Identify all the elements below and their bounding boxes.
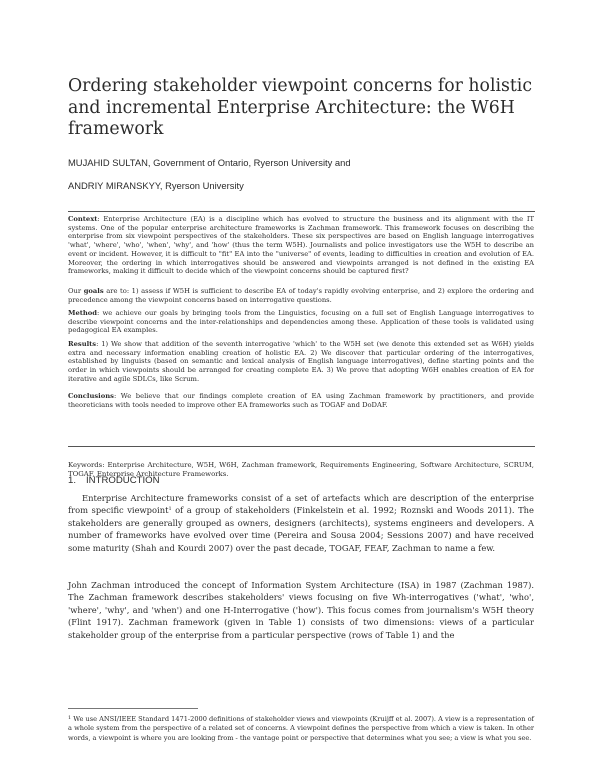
body-p1-after: of a group of stakeholders (Finkelstein et al. 1992; Roznski and Woods 2011). The stakeholders are generally grouped as owners, designers (architects), systems engineers and developers. A number of frameworks have evolved over time (Pereira and Sousa 2004; Sessions 2007) and have received some maturity (Shah and Kourdi 2007) over the past decade, TOGAF, FEAF, Zachman to name a few. — [68, 505, 534, 553]
abstract-method-label: Method — [68, 309, 98, 317]
abstract-method — [68, 309, 534, 335]
footnote-divider — [68, 708, 198, 709]
author-affiliation: , Ryerson University — [159, 180, 244, 191]
abstract-conclusions-label: Conclusions — [68, 392, 114, 400]
author-name: MUJAHID SULTAN — [68, 157, 148, 168]
author-affiliation: , Government of Ontario, Ryerson University and — [147, 157, 351, 168]
footnote-text: We use ANSI/IEEE Standard 1471-2000 definitions of stakeholder views and viewpoints (Kruijff et al. 2007). A view is a representation of a whole system from the perspective of a related set of concerns. A viewpoint defines the perspective from which a view is taken. In other words, a viewpoint is where you are looking from - the vantage point or perspective that determines what you see; a view is what you see. — [68, 715, 534, 742]
abstract-results-label: Results — [68, 340, 97, 348]
keywords: Keywords: Enterprise Architecture, W5H, W6H, Zachman framework, Requirements Engineering, Software Architecture, SCRUM, TOGAF, Enterprise Architecture Frameworks. — [68, 461, 534, 479]
abstract-context-text: : Enterprise Architecture (EA) is a discipline which has evolved to structure the business and its alignment with the IT systems. One of the popular enterprise architecture frameworks is Zachman framework. This framework focuses on describing the enterprise from six viewpoint perspectives of the stakeholders. These six perspectives are based on English language interrogatives 'what', 'where', 'who', 'when', 'why', and 'how' (thus the term W5H). Journalists and police investigators use the W5H to describe an event or incident. However, it is difficult to "fit" EA into the "universe" of events, leading to difficulties in creation and evolution of EA. Moreover, the ordering in which interrogatives should be answered and viewpoints arranged is not defined in the existing EA frameworks, making it difficult to decide which of the viewpoint concerns should be captured first? — [68, 215, 534, 276]
author-line-2 — [68, 180, 244, 191]
abstract-conclusions-text: : We believe that our findings complete creation of EA using Zachman framework by practitioners, and provide theoreticians with tools needed to improve other EA frameworks such as TOGAF and DoDAF. — [68, 392, 534, 409]
abstract-context — [68, 215, 534, 276]
footnote-ref: 1 — [168, 506, 172, 513]
abstract-context-label: Context — [68, 215, 98, 223]
abstract-results-text: : 1) We show that addition of the seventh interrogative 'which' to the W5H set (we denote this extended set as W6H) yields extra and necessary information enabling creation of holistic EA. 2) We discover that particular ordering of the interrogatives, established by linguists (based on semantic and lexical analysis of English language interrogatives), define starting points and the order in which viewpoints should be arranged for creating complete EA. 3) We prove that adopting W6H enables creation of EA for iterative and agile SDLCs, like Scrum. — [68, 340, 534, 383]
abstract-results — [68, 340, 534, 384]
body-p2-text: John Zachman introduced the concept of Information System Architecture (ISA) in 1987 (Zachman 1987). The Zachman framework describes stakeholders' views focusing on five Wh-interrogatives ('what', 'who', 'where', 'why', and 'when') and one H-Interrogative ('how'). This focus comes from journalism's W5H theory (Flint 1917). Zachman framework (given in Table 1) consists of two dimensions: views of a particular stakeholder group of the enterprise from a particular perspective (rows of Table 1) and the — [68, 580, 534, 640]
body-paragraph-1 — [68, 492, 534, 554]
abstract-goals-prefix: Our — [68, 287, 84, 295]
section-heading — [68, 475, 160, 486]
abstract-goals — [68, 287, 534, 304]
section-title: INTRODUCTION — [86, 475, 160, 486]
section-number: 1. — [68, 475, 77, 486]
body-paragraph-2 — [68, 579, 534, 641]
abstract-goals-text: are to: 1) assess if W5H is sufficient to describe EA of today's rapidly evolving enterprise, and 2) explore the ordering and precedence among the viewpoint concerns based on interrogative questions. — [68, 287, 534, 304]
paper-title: Ordering stakeholder viewpoint concerns for holistic and incremental Enterprise Architecture: the W6H framework — [68, 76, 533, 139]
author-name: ANDRIY MIRANSKYY — [68, 180, 160, 191]
author-line-1 — [68, 157, 351, 168]
abstract-goals-label: goals — [83, 287, 104, 295]
abstract-conclusions — [68, 392, 534, 409]
abstract-method-text: : we achieve our goals by bringing tools from the Linguistics, focusing on a full set of English Language interrogatives to describe viewpoint concerns and the inter-relationships and dependencies among these. Application of these tools is validated using pedagogical EA examples. — [68, 309, 534, 335]
body-p1-before: Enterprise Architecture frameworks consist of a set of artefacts which are description of the enterprise from specific viewpoint — [68, 493, 534, 516]
footnote — [68, 715, 534, 743]
footnote-number: 1 — [68, 715, 72, 721]
